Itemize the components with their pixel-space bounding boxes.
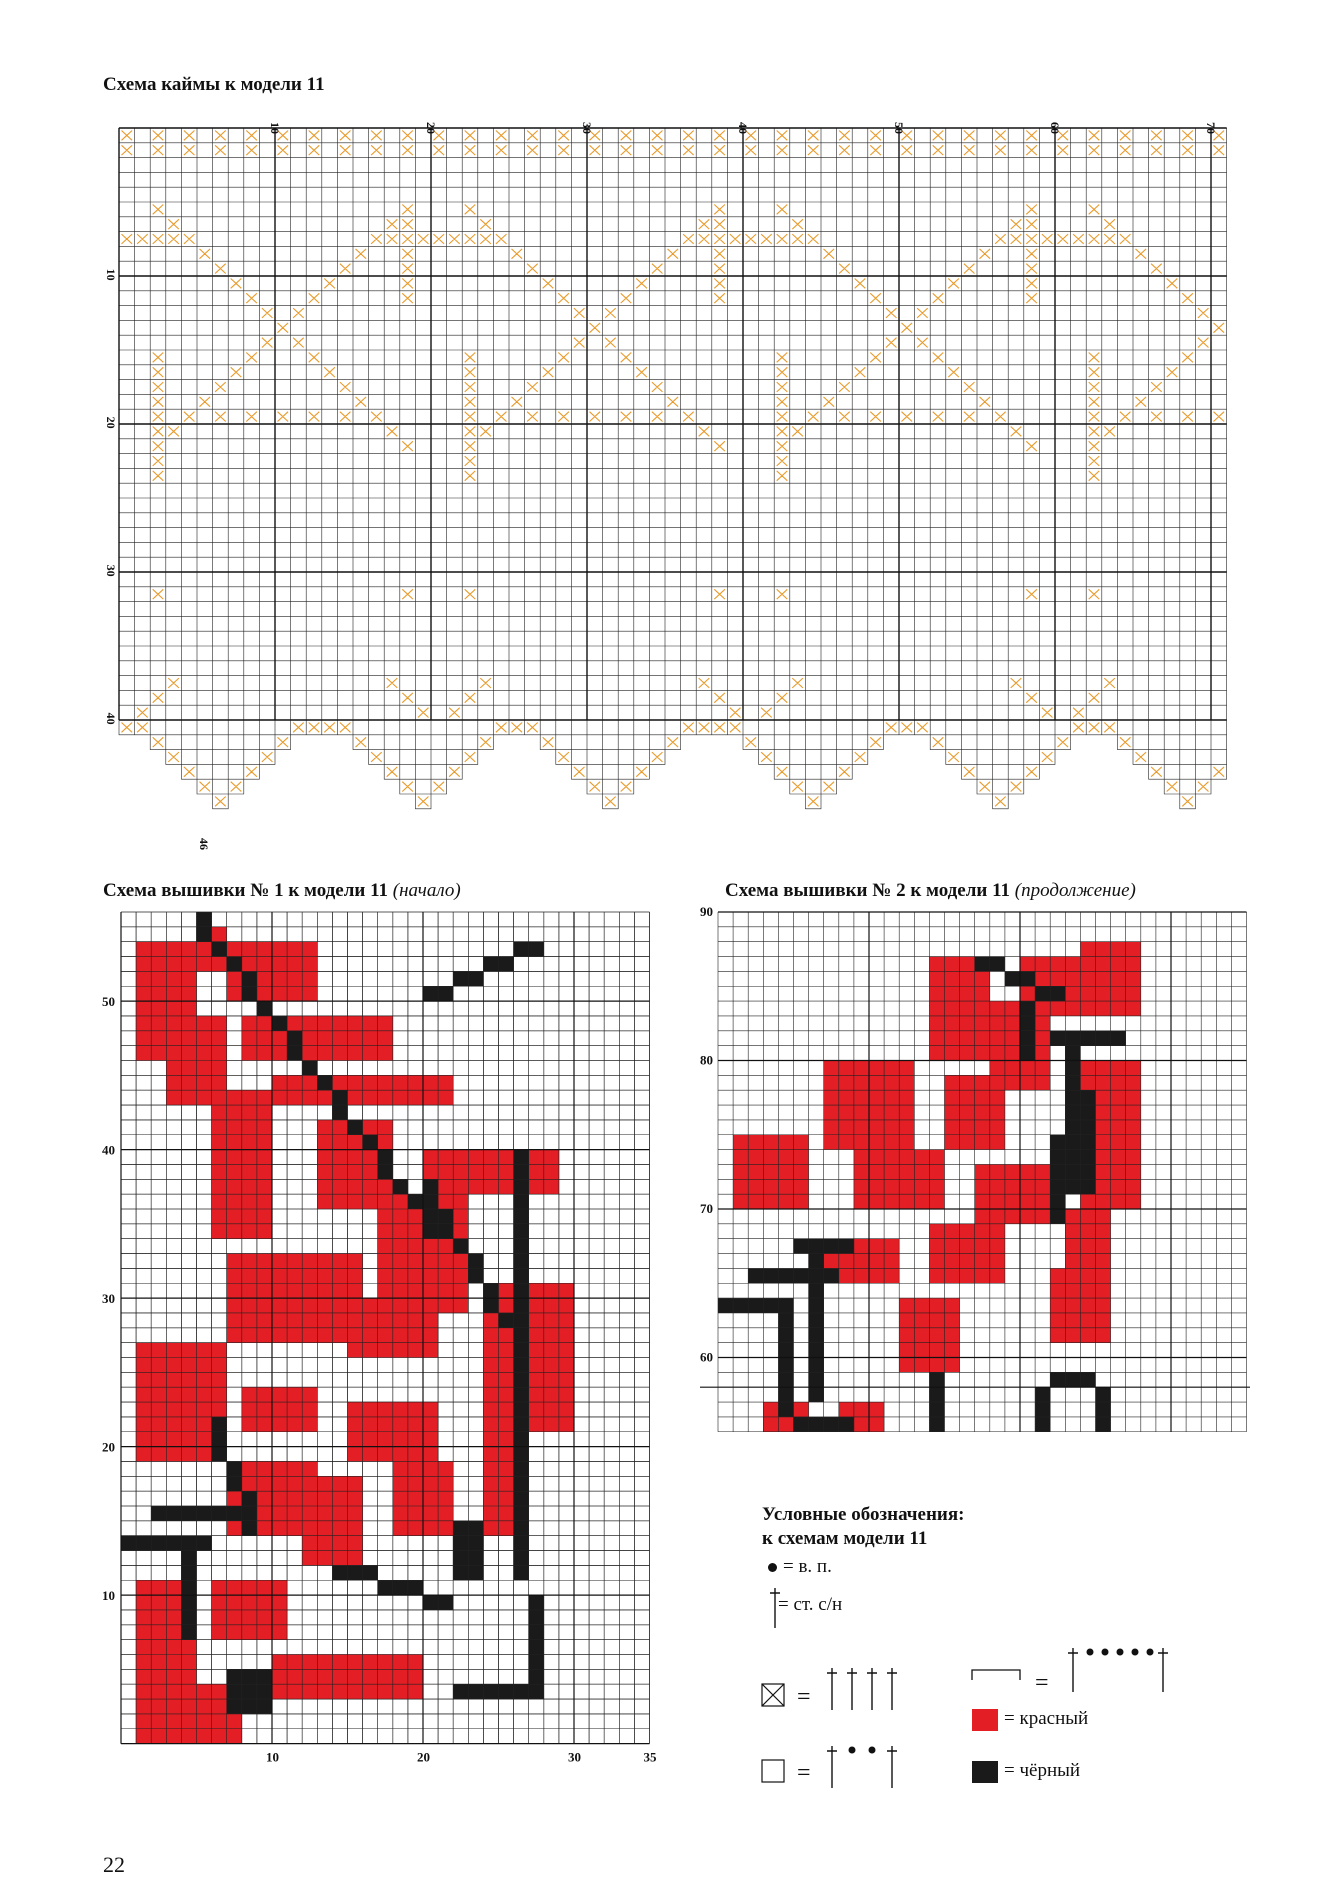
chain-dot-icon [1117, 1649, 1124, 1656]
legend-black [972, 1760, 1080, 1783]
embroidery1-x-tick: 35 [643, 1749, 657, 1765]
embroidery1-y-tick: 50 [102, 994, 115, 1010]
chain-dot-icon [1087, 1649, 1094, 1656]
legend-title-line2: к схемам модели 11 [762, 1528, 928, 1549]
dc-stitch-icon [867, 1668, 877, 1710]
legend-black-label: = чёрный [1004, 1760, 1081, 1781]
border-chart [119, 128, 1227, 809]
embroidery1-y-tick: 40 [102, 1142, 115, 1158]
chain-dot-icon [849, 1747, 856, 1754]
dc-stitch-icon [847, 1668, 857, 1710]
border-col-tick: 60 [1048, 122, 1063, 134]
dc-stitch-icon [887, 1668, 897, 1710]
dc-stitch-icon [827, 1668, 837, 1710]
embroidery1-y-tick: 10 [102, 1588, 115, 1604]
embroidery2-y-tick: 60 [700, 1349, 713, 1365]
border-bottom-label: 46 [197, 838, 211, 850]
embroidery1-x-tick: 30 [568, 1749, 581, 1765]
chain-dot-icon [869, 1747, 876, 1754]
border-grid [119, 128, 1227, 809]
red-swatch-icon [972, 1709, 998, 1731]
embroidery1-red-cells [136, 927, 574, 1744]
border-col-tick: 20 [424, 122, 439, 134]
border-col-tick: 40 [736, 122, 751, 134]
chain-stitch-icon [768, 1563, 777, 1572]
border-row-tick: 40 [104, 712, 118, 725]
border-row-tick: 30 [104, 564, 118, 577]
black-swatch-icon [972, 1761, 998, 1783]
legend-red [972, 1708, 1088, 1731]
embroidery2-y-tick: 70 [700, 1201, 713, 1216]
dc-stitch-icon [827, 1746, 837, 1788]
dc-stitch-icon [1158, 1648, 1168, 1692]
legend-chain-label: = в. п. [783, 1556, 832, 1577]
embroidery1-y-tick: 20 [102, 1439, 115, 1455]
equals-sign: = [797, 1760, 811, 1786]
legend-title [762, 1503, 964, 1551]
equals-sign: = [797, 1684, 811, 1710]
legend-dc-label: = ст. с/н [778, 1594, 843, 1615]
embroidery2-title: Схема вышивки № 2 к модели 11 (продолжение) [725, 880, 1136, 901]
embroidery2-y-tick: 90 [700, 904, 713, 919]
border-col-tick: 50 [892, 122, 907, 134]
bar-icon [972, 1670, 1020, 1680]
border-row-tick: 10 [104, 268, 118, 281]
chain-dot-icon [1132, 1649, 1139, 1656]
embroidery1-x-tick: 10 [266, 1749, 279, 1765]
embroidery2-title-note: (продолжение) [1014, 880, 1136, 901]
dc-stitch-icon [887, 1746, 897, 1788]
chain-dot-icon [1102, 1649, 1109, 1656]
border-col-tick: 10 [268, 122, 283, 134]
dc-stitch-icon [1068, 1648, 1078, 1692]
embroidery1-title: Схема вышивки № 1 к модели 11 (начало) [103, 880, 461, 901]
border-chart-title: Схема каймы к модели 11 [103, 74, 325, 95]
border-row-tick: 20 [104, 416, 118, 429]
border-col-tick: 70 [1204, 122, 1219, 134]
legend-dc [778, 1594, 842, 1616]
page-number: 22 [103, 1852, 125, 1877]
embroidery2-y-tick: 80 [700, 1052, 713, 1068]
border-col-tick: 30 [580, 122, 595, 134]
embroidery1-x-tick: 20 [417, 1749, 430, 1765]
legend-chain [768, 1556, 832, 1578]
legend-title-line1: Условные обозначения: [762, 1504, 965, 1525]
chain-dot-icon [1147, 1649, 1154, 1656]
embroidery1-title-note: (начало) [392, 880, 461, 901]
equals-sign: = [1035, 1670, 1049, 1696]
legend-red-label: = красный [1004, 1708, 1089, 1729]
empty-cell-icon [762, 1760, 784, 1782]
embroidery1-y-tick: 30 [102, 1291, 115, 1307]
